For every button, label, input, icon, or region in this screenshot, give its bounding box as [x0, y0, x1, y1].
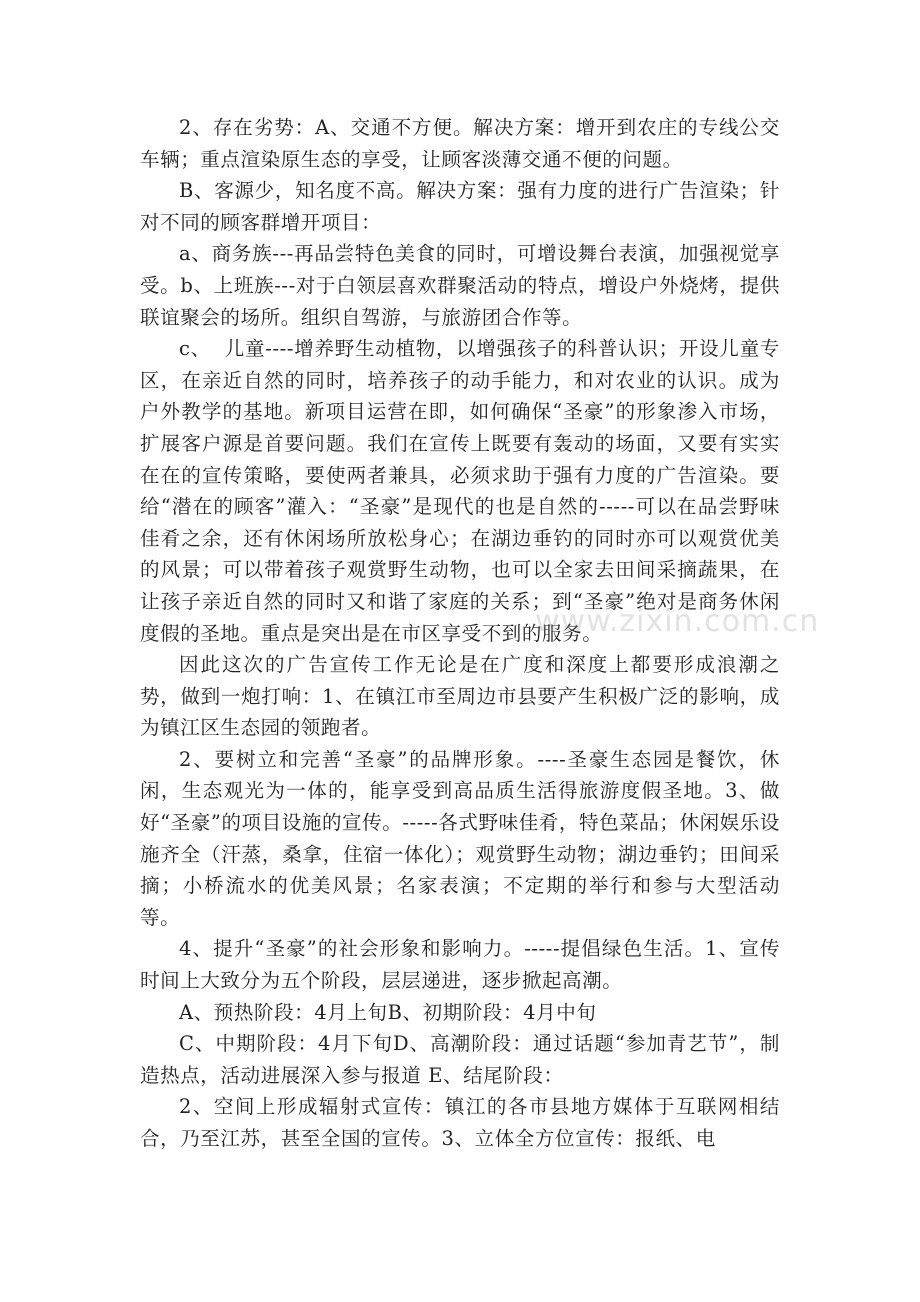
paragraph-2: B、客源少，知名度不高。解决方案：强有力度的进行广告渲染；针对不同的顾客群增开项目：	[140, 179, 780, 234]
paragraph-9: C、中期阶段：4月下旬D、高潮阶段：通过话题“参加青艺节”，制造热点，活动进展深入参与报道 E、结尾阶段：	[140, 1032, 780, 1087]
paragraph-7: 4、提升“圣豪”的社会形象和影响力。-----提倡绿色生活。1、宣传时间上大致分为五个阶段，层层递进，逐步掀起高潮。	[140, 937, 780, 993]
paragraph-8: A、预热阶段：4月上旬B、初期阶段：4月中旬	[179, 1000, 597, 1024]
paragraph-5: 因此这次的广告宣传工作无论是在广度和深度上都要形成浪潮之势，做到一炮打响：1、在镇江市至周边市县要产生积极广泛的影响，成为镇江区生态园的领跑者。	[140, 653, 780, 740]
paragraph-3: a、商务族---再品尝特色美食的同时，可增设舞台表演，加强视觉享受。b、上班族---对于白领层喜欢群聚活动的特点，增设户外烧烤，提供联谊聚会的场所。组织自驾游，与旅游团合作等。	[140, 242, 780, 329]
paragraph-6: 2、要树立和完善“圣豪”的品牌形象。----圣豪生态园是餐饮，休闲，生态观光为一体的，能享受到高品质生活得旅游度假圣地。3、做好“圣豪”的项目设施的宣传。-----各式野味佳肴，特色菜品；休闲娱乐设施齐全（汗蒸，桑拿，住宿一体化）；观赏野生动物；湖边垂钓；田间采摘；小桥流水的优美风景；名家表演；不定期的举行和参与大型活动等。	[140, 747, 780, 929]
document-body	[140, 112, 780, 1155]
paragraph-4: c、 儿童----增养野生动植物，以增强孩子的科普认识；开设儿童专区，在亲近自然的同时，培养孩子的动手能力，和对农业的认识。成为户外教学的基地。新项目运营在即，如何确保“圣豪”的形象渗入市场，扩展客户源是首要问题。我们在宣传上既要有轰动的场面，又要有实实在在的宣传策略，要使两者兼具，必须求助于强有力度的广告渲染。要给“潜在的顾客”灌入：“圣豪”是现代的也是自然的-----可以在品尝野味佳肴之余，还有休闲场所放松身心；在湖边垂钓的同时亦可以观赏优美的风景；可以带着孩子观赏野生动物，也可以全家去田间采摘蔬果，在让孩子亲近自然的同时又和谐了家庭的关系；到“圣豪”绝对是商务休闲度假的圣地。重点是突出是在市区享受不到的服务。	[140, 337, 780, 645]
paragraph-10: 2、空间上形成辐射式宣传：镇江的各市县地方媒体于互联网相结合，乃至江苏，甚至全国的宣传。3、立体全方位宣传：报纸、电	[140, 1095, 780, 1150]
watermark: www.zixin.com.cn	[535, 604, 820, 639]
paragraph-1: 2、存在劣势：A、交通不方便。解决方案：增开到农庄的专线公交车辆；重点渲染原生态的享受，让顾客淡薄交通不便的问题。	[140, 116, 780, 171]
